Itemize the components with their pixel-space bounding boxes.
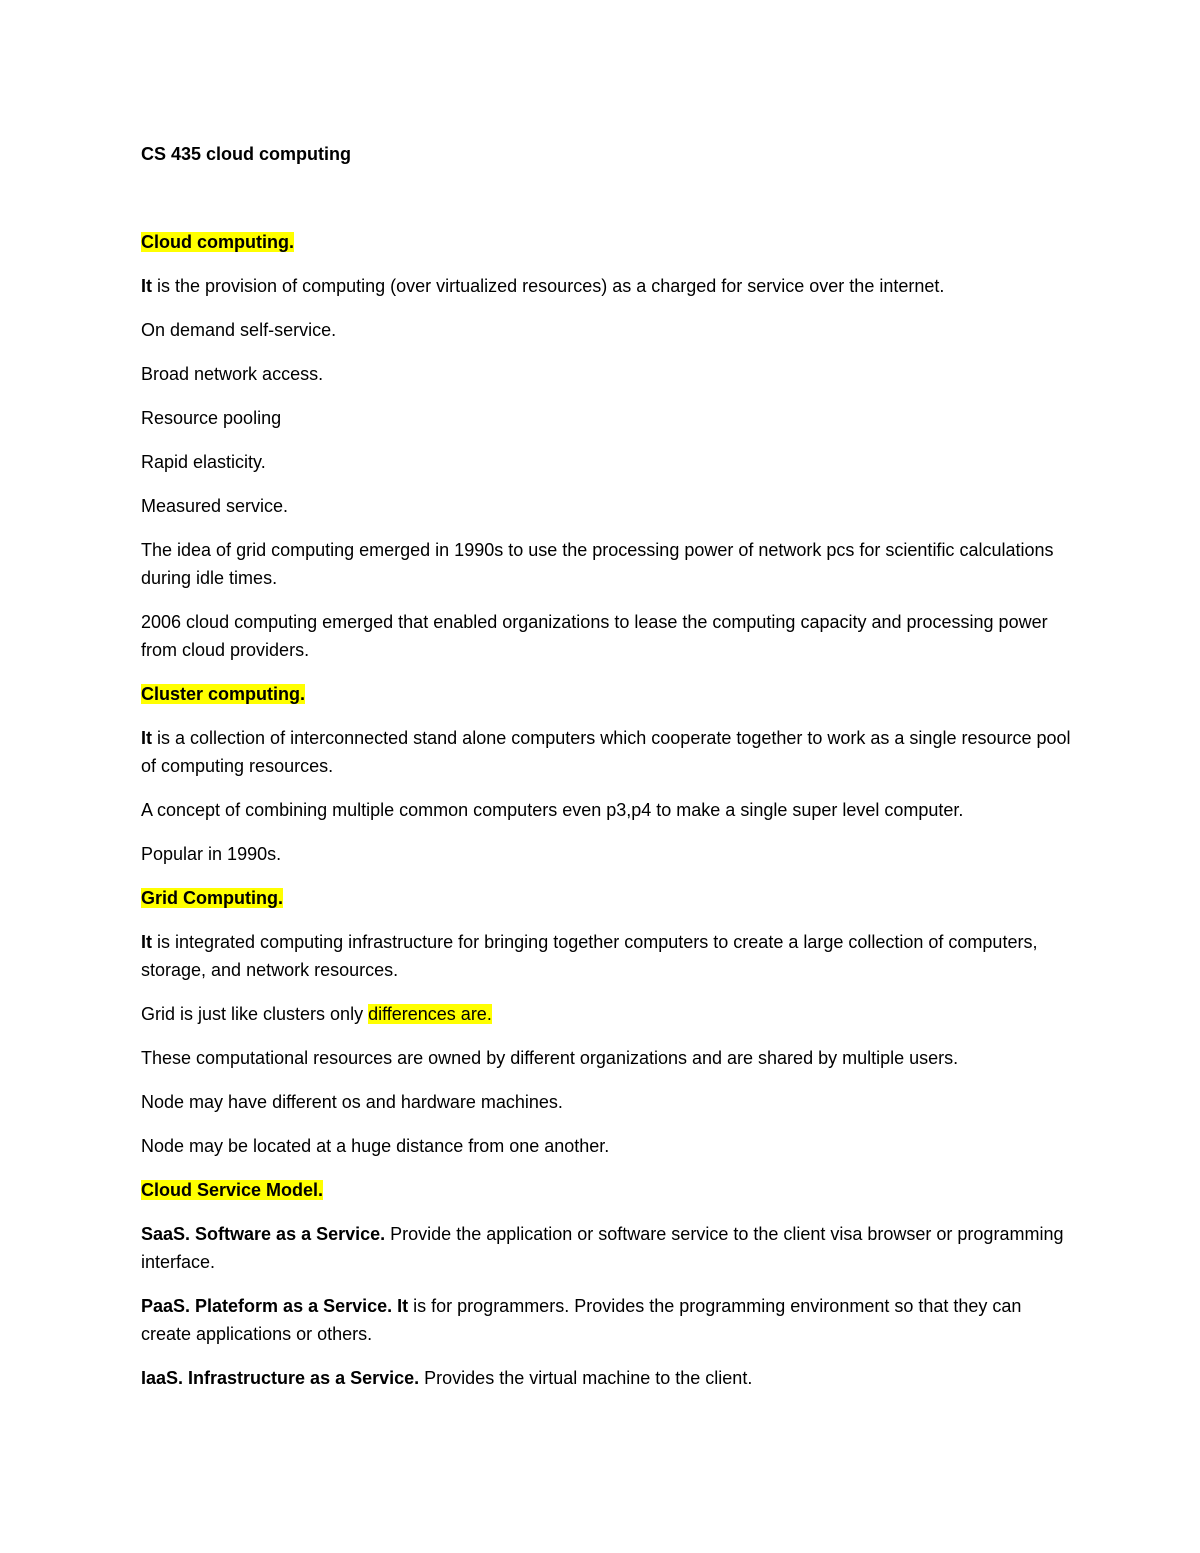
saas-paragraph <box>141 1220 1071 1276</box>
cluster-heading-text: Cluster computing. <box>141 684 306 704</box>
cloud-item-measured-service: Measured service. <box>141 496 289 516</box>
cluster-definition-lead: It <box>141 728 152 748</box>
paas-lead: PaaS. Plateform as a Service. <box>141 1296 393 1316</box>
grid-definition <box>141 928 1071 984</box>
grid-differences-prefix: Grid is just like clusters only <box>141 1004 369 1024</box>
cluster-definition-text: is a collection of interconnected stand alone computers which cooperate together to work as a single resource pool of computing resources. <box>141 728 1071 776</box>
cloud-heading <box>141 228 1071 256</box>
service-model-heading-text: Cloud Service Model. <box>141 1180 324 1200</box>
grid-point-ownership: These computational resources are owned by different organizations and are shared by multiple users. <box>141 1048 959 1068</box>
grid-definition-lead: It <box>141 932 152 952</box>
document-title: CS 435 cloud computing <box>141 144 352 164</box>
cloud-definition <box>141 272 1071 300</box>
grid-definition-text: is integrated computing infrastructure for bringing together computers to create a large collection of computers, storage, and network resources. <box>141 932 1038 980</box>
cloud-definition-text: is the provision of computing (over virtualized resources) as a charged for service over the internet. <box>152 276 945 296</box>
grid-point-distance: Node may be located at a huge distance from one another. <box>141 1136 610 1156</box>
grid-history-paragraph: The idea of grid computing emerged in 1990s to use the processing power of network pcs for scientific calculations during idle times. <box>141 540 1054 588</box>
iaas-lead: IaaS. Infrastructure as a Service. <box>141 1368 420 1388</box>
iaas-text: Provides the virtual machine to the client. <box>419 1368 753 1388</box>
cloud-definition-lead: It <box>141 276 152 296</box>
cloud-heading-text: Cloud computing. <box>141 232 294 252</box>
cloud-item-network-access: Broad network access. <box>141 364 324 384</box>
grid-point-os: Node may have different os and hardware machines. <box>141 1092 563 1112</box>
cloud-item-rapid-elasticity: Rapid elasticity. <box>141 452 266 472</box>
saas-lead: SaaS. Software as a Service. <box>141 1224 386 1244</box>
cloud-item-on-demand: On demand self-service. <box>141 320 337 340</box>
title-spacer <box>141 170 1071 228</box>
document-body <box>141 140 1071 1408</box>
grid-heading <box>141 884 1071 912</box>
iaas-paragraph <box>141 1364 1071 1392</box>
cloud-history-paragraph: 2006 cloud computing emerged that enabled organizations to lease the computing capacity and processing power from cloud providers. <box>141 612 1048 660</box>
cluster-popular-paragraph: Popular in 1990s. <box>141 844 282 864</box>
cluster-definition <box>141 724 1071 780</box>
paas-paragraph <box>141 1292 1071 1348</box>
paas-text: is for programmers. Provides the programming environment so that they can create applications or others. <box>141 1296 1022 1344</box>
cluster-concept-paragraph: A concept of combining multiple common computers even p3,p4 to make a single super level computer. <box>141 800 964 820</box>
saas-text: Provide the application or software service to the client visa browser or programming interface. <box>141 1224 1064 1272</box>
grid-differences-highlight: differences are. <box>368 1004 492 1024</box>
cloud-item-resource-pooling: Resource pooling <box>141 408 282 428</box>
grid-heading-text: Grid Computing. <box>141 888 283 908</box>
cluster-heading <box>141 680 1071 708</box>
grid-differences-paragraph <box>141 1000 1071 1028</box>
paas-it: It <box>392 1296 409 1316</box>
service-model-heading <box>141 1176 1071 1204</box>
